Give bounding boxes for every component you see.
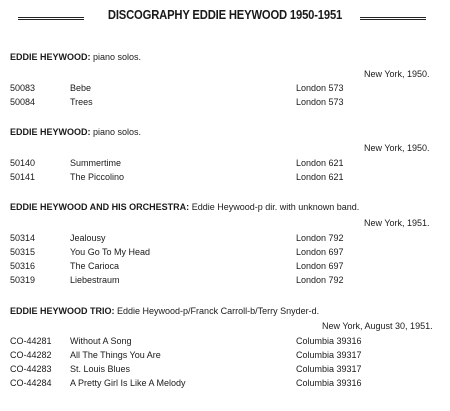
- session-artist: EDDIE HEYWOOD:: [10, 127, 91, 137]
- matrix-number: 50084: [10, 97, 36, 107]
- track-title: St. Louis Blues: [70, 364, 131, 374]
- record-label: Columbia 39316: [296, 378, 362, 388]
- session-heading: [10, 202, 359, 212]
- table-row: [0, 336, 450, 348]
- table-row: [0, 350, 450, 362]
- record-label: Columbia 39317: [296, 350, 362, 360]
- table-row: [0, 233, 450, 245]
- matrix-number: CO-44281: [10, 336, 52, 346]
- matrix-number: 50140: [10, 158, 36, 168]
- record-label: London 697: [296, 261, 344, 271]
- matrix-number: 50316: [10, 261, 36, 271]
- record-label: London 573: [296, 83, 344, 93]
- table-row: [0, 247, 450, 259]
- record-label: London 792: [296, 275, 344, 285]
- track-title: A Pretty Girl Is Like A Melody: [70, 378, 186, 388]
- matrix-number: 50083: [10, 83, 36, 93]
- record-label: London 697: [296, 247, 344, 257]
- record-label: London 621: [296, 172, 344, 182]
- record-label: Columbia 39316: [296, 336, 362, 346]
- track-title: Bebe: [70, 83, 92, 93]
- matrix-number: CO-44282: [10, 350, 52, 360]
- session-place-date: New York, 1950.: [364, 69, 430, 79]
- table-row: [0, 83, 450, 95]
- matrix-number: 50141: [10, 172, 36, 182]
- record-label: Columbia 39317: [296, 364, 362, 374]
- record-label: London 573: [296, 97, 344, 107]
- track-title: Liebestraum: [70, 275, 120, 285]
- table-row: [0, 378, 450, 390]
- track-title: The Carioca: [70, 261, 120, 271]
- track-title: Trees: [70, 97, 93, 107]
- page-header: [0, 8, 450, 30]
- matrix-number: 50314: [10, 233, 36, 243]
- title-rule-right: [360, 17, 426, 20]
- session-heading: [10, 127, 141, 137]
- track-title: Summertime: [70, 158, 122, 168]
- matrix-number: CO-44284: [10, 378, 52, 388]
- session-artist: EDDIE HEYWOOD AND HIS ORCHESTRA:: [10, 202, 190, 212]
- session-personnel: Eddie Heywood-p dir. with unknown band.: [189, 202, 360, 212]
- table-row: [0, 97, 450, 109]
- track-title: Jealousy: [70, 233, 106, 243]
- matrix-number: 50319: [10, 275, 36, 285]
- table-row: [0, 364, 450, 376]
- session-place-date: New York, 1951.: [364, 218, 430, 228]
- track-title: The Piccolino: [70, 172, 125, 182]
- record-label: London 621: [296, 158, 344, 168]
- table-row: [0, 261, 450, 273]
- session-place-date: New York, August 30, 1951.: [322, 321, 433, 331]
- matrix-number: 50315: [10, 247, 36, 257]
- track-title: You Go To My Head: [70, 247, 151, 257]
- session-personnel: Eddie Heywood-p/Franck Carroll-b/Terry Snyder-d.: [114, 306, 320, 316]
- session-personnel: piano solos.: [90, 52, 142, 62]
- table-row: [0, 275, 450, 287]
- session-artist: EDDIE HEYWOOD:: [10, 52, 91, 62]
- page-title: DISCOGRAPHY EDDIE HEYWOOD 1950-1951: [107, 8, 343, 22]
- session-place-date: New York, 1950.: [364, 143, 430, 153]
- track-title: All The Things You Are: [70, 350, 161, 360]
- table-row: [0, 172, 450, 184]
- session-artist: EDDIE HEYWOOD TRIO:: [10, 306, 115, 316]
- session-heading: [10, 52, 141, 62]
- matrix-number: CO-44283: [10, 364, 52, 374]
- track-title: Without A Song: [70, 336, 132, 346]
- session-personnel: piano solos.: [90, 127, 142, 137]
- table-row: [0, 158, 450, 170]
- session-heading: [10, 306, 319, 316]
- record-label: London 792: [296, 233, 344, 243]
